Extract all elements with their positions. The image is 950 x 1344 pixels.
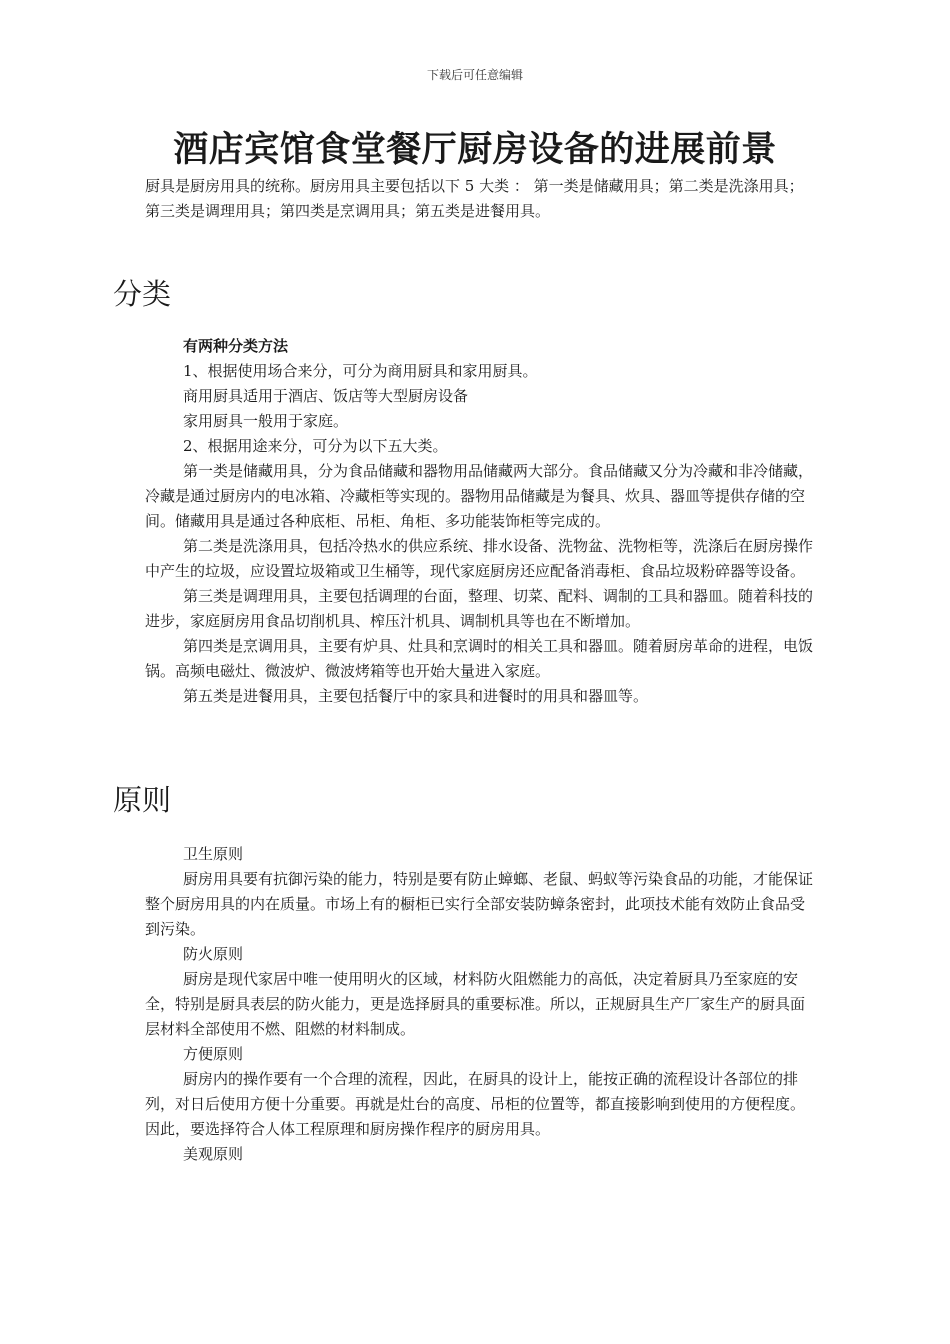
paragraph: 厨房用具要有抗御污染的能力，特别是要有防止蟑螂、老鼠、蚂蚁等污染食品的功能，才能保证整个厨房用具的内在质量。市场上有的橱柜已实行全部安装防蟑条密封，此项技术能有效防止食品受到污染。 (145, 870, 814, 938)
paragraph: 家用厨具一般用于家庭。 (183, 412, 349, 430)
paragraph: 第二类是洗涤用具，包括冷热水的供应系统、排水设备、洗物盆、洗物柜等，洗涤后在厨房操作中产生的垃圾，应设置垃圾箱或卫生桶等，现代家庭厨房还应配备消毒柜、食品垃圾粉碎器等设备。 (145, 537, 814, 580)
paragraph: 厨房内的操作要有一个合理的流程，因此，在厨具的设计上，能按正确的流程设计各部位的排列，对日后使用方便十分重要。再就是灶台的高度、吊柜的位置等，都直接影响到使用的方便程度。因此，要选择符合人体工程原理和厨房操作程序的厨房用具。 (145, 1070, 806, 1138)
paragraph: 卫生原则 (183, 845, 244, 863)
paragraph: 第五类是进餐用具，主要包括餐厅中的家具和进餐时的用具和器皿等。 (183, 687, 649, 705)
paragraph: 商用厨具适用于酒店、饭店等大型厨房设备 (183, 387, 469, 405)
paragraph: 第四类是烹调用具，主要有炉具、灶具和烹调时的相关工具和器皿。随着厨房革命的进程，电饭锅。高频电磁灶、微波炉、微波烤箱等也开始大量进入家庭。 (145, 637, 814, 680)
document-title: 酒店宾馆食堂餐厅厨房设备的进展前景 (173, 129, 777, 170)
section-heading-classification: 分类 (113, 277, 172, 311)
paragraph: 防火原则 (183, 945, 244, 963)
paragraph: 1、根据使用场合来分，可分为商用厨具和家用厨具。 (183, 362, 538, 380)
paragraph: 美观原则 (183, 1145, 244, 1163)
paragraph: 有两种分类方法 (183, 337, 289, 355)
section-heading-principles: 原则 (113, 783, 172, 817)
classification-body (145, 334, 815, 709)
paragraph: 方便原则 (183, 1045, 244, 1063)
intro-paragraph: 厨具是厨房用具的统称。厨房用具主要包括以下 5 大类 ： 第一类是储藏用具；第二类是洗涤用具；第三类是调理用具；第四类是烹调用具；第五类是进餐用具。 (145, 177, 804, 220)
header-note: 下载后可任意编辑 (426, 68, 523, 82)
paragraph: 第一类是储藏用具，分为食品储藏和器物用品储藏两大部分。食品储藏又分为冷藏和非冷储藏，冷藏是通过厨房内的电冰箱、冷藏柜等实现的。器物用品储藏是为餐具、炊具、器皿等提供存储的空间。储藏用具是通过各种底柜、吊柜、角柜、多功能装饰柜等完成的。 (145, 462, 814, 530)
paragraph: 厨房是现代家居中唯一使用明火的区域，材料防火阻燃能力的高低，决定着厨具乃至家庭的安全，特别是厨具表层的防火能力，更是选择厨具的重要标准。所以，正规厨具生产厂家生产的厨具面层材料全部使用不燃、阻燃的材料制成。 (145, 970, 806, 1038)
principles-body (145, 842, 815, 1167)
paragraph: 第三类是调理用具，主要包括调理的台面，整理、切菜、配料、调制的工具和器皿。随着科技的进步，家庭厨房用食品切削机具、榨压汁机具、调制机具等也在不断增加。 (145, 587, 814, 630)
paragraph: 2、根据用途来分，可分为以下五大类。 (183, 437, 448, 455)
